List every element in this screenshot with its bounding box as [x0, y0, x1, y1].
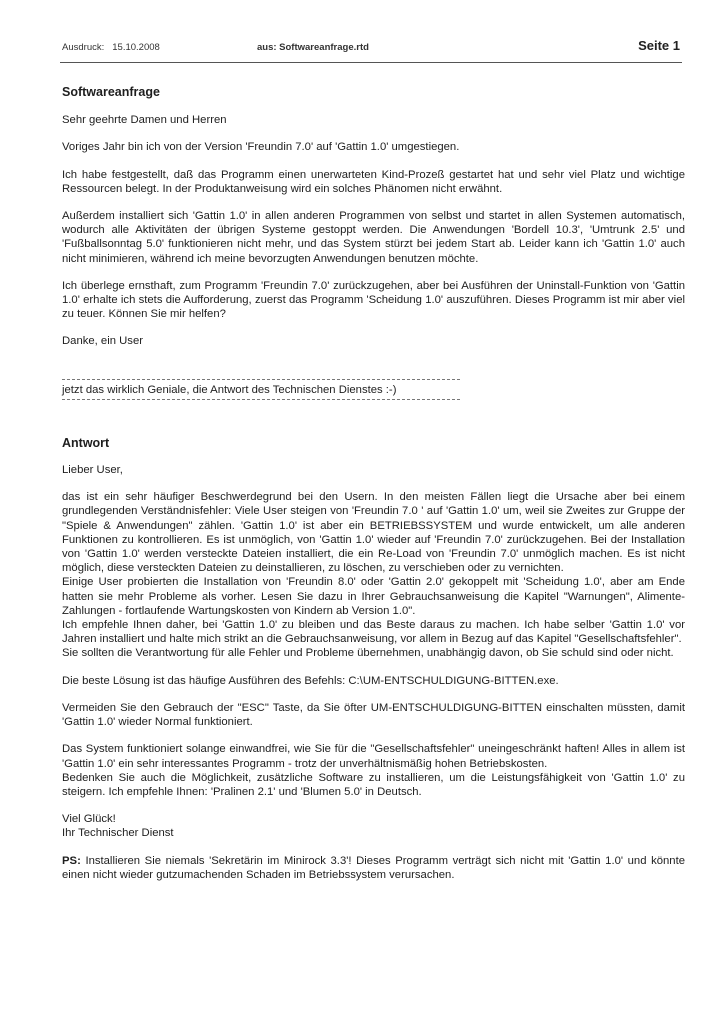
header-divider	[60, 62, 682, 63]
request-salutation: Sehr geehrte Damen und Herren	[62, 114, 227, 127]
answer-paragraph: Bedenken Sie auch die Möglichkeit, zusätzliche Software zu installieren, um die Leistungsfähigkeit von 'Gattin 1.0' zu steigern. Ich empfehle Ihnen: 'Pralinen 2.1' und 'Blumen 5.0' in Deutsch.	[62, 771, 685, 798]
page-number: Seite 1	[638, 38, 680, 53]
answer-paragraph: das ist ein sehr häufiger Beschwerdegrund bei den Usern. In den meisten Fällen liegt die Ursache aber bei einem grundlegenden Verständnisfehler: Viele User steigen von 'Freundin 7.0 ' auf 'Gattin 1.0' um, weil sie Zweites zur Gruppe der "Spiele & Anwendungen" zählen. 'Gattin 1.0' ist aber ein BETRIEBSSYSTEM und wurde entwickelt, um alle anderen Funktionen zu kontrollieren. Es ist unmöglich, von 'Gattin 1.0' wieder auf 'Freundin 7.0' zurückzugehen. Bei der Installation von 'Gattin 1.0' werden versteckte Dateien installiert, die ein Re-Load von 'Freundin 7.0' unmöglich machen. Es ist nicht möglich, diese versteckten Dateien zu deinstallieren, zu löschen, zu verschieben oder zu vernichten.	[62, 491, 685, 575]
answer-solution: Die beste Lösung ist das häufige Ausführen des Befehls: C:\UM-ENTSCHULDIGUNG-BITTEN.exe.	[62, 674, 559, 687]
ps-label: PS:	[62, 854, 81, 867]
answer-farewell: Viel Glück!	[62, 813, 116, 826]
answer-title: Antwort	[62, 435, 110, 450]
answer-postscript	[62, 854, 685, 882]
answer-signature: Ihr Technischer Dienst	[62, 827, 174, 840]
print-info	[62, 42, 160, 53]
ps-text: Installieren Sie niemals 'Sekretärin im Minirock 3.3'! Dieses Programm verträgt sich nicht mit 'Gattin 1.0' und könnte einen nicht wieder gutzumachenden Schaden im Betriebssystem verursachen.	[62, 854, 685, 881]
separator-text: jetzt das wirklich Geniale, die Antwort des Technischen Dienstes :-)	[62, 383, 397, 396]
request-paragraph: Ich habe festgestellt, daß das Programm einen unerwarteten Kind-Prozeß gestartet hat und sehr viel Platz und wichtige Ressourcen belegt. In der Produktanweisung wird ein solches Phänomen nicht erwähnt.	[62, 168, 685, 195]
print-label: Ausdruck:	[62, 42, 105, 53]
answer-salutation: Lieber User,	[62, 464, 123, 477]
request-title: Softwareanfrage	[62, 85, 160, 99]
request-paragraph: Außerdem installiert sich 'Gattin 1.0' in allen anderen Programmen von selbst und startet in allen Systemen automatisch, wodurch alle Aktivitäten der übrigen Systeme gestoppt werden. Die Anwendungen 'Bordell 10.3', 'Umtrunk 2.5' und 'Fußballsonntag 5.0' funktionieren nicht mehr, und das System stürzt bei jedem Start ab. Leider kann ich 'Gattin 1.0' auch nicht minimieren, während ich meine bevorzugten Anwendungen benutzen möchte.	[62, 210, 685, 265]
dashed-divider	[62, 399, 460, 400]
print-date: 15.10.2008	[112, 42, 160, 53]
answer-paragraph: Ich empfehle Ihnen daher, bei 'Gattin 1.0' zu bleiben und das Beste daraus zu machen. Ich habe selber 'Gattin 1.0' vor Jahren installiert und halte mich strikt an die Gebrauchsanweisung, vor allem in Bezug auf das Kapitel "Gesellschaftsfehler".	[62, 619, 685, 646]
page-header	[62, 38, 682, 58]
answer-paragraph: Sie sollten die Verantwortung für alle Fehler und Probleme übernehmen, unabhängig davon, ob Sie schuld sind oder nicht.	[62, 647, 674, 660]
answer-paragraph: Das System funktioniert solange einwandfrei, wie Sie für die "Gesellschaftsfehler" uneingeschränkt haften! Alles in allem ist 'Gattin 1.0' ein sehr interessantes Programm - trotz der unverhältnismäßig hohen Betriebskosten.	[62, 743, 685, 770]
answer-paragraph: Einige User probierten die Installation von 'Freundin 8.0' oder 'Gattin 2.0' gekoppelt mit 'Scheidung 1.0', aber am Ende hatten sie mehr Probleme als vorher. Lesen Sie dazu in Ihrer Gebrauchsanweisung die Kapitel "Warnungen", Alimente-Zahlungen - fortlaufende Wartungskosten von Kindern ab Version 1.0".	[62, 576, 685, 617]
document-body	[62, 85, 685, 895]
request-paragraph: Voriges Jahr bin ich von der Version 'Freundin 7.0' auf 'Gattin 1.0' umgestiegen.	[62, 141, 460, 154]
answer-esc-note: Vermeiden Sie den Gebrauch der "ESC" Taste, da Sie öfter UM-ENTSCHULDIGUNG-BITTEN einschalten müssten, damit 'Gattin 1.0' wieder Normal funktioniert.	[62, 701, 685, 729]
request-closing: Danke, ein User	[62, 335, 143, 348]
request-paragraph: Ich überlege ernsthaft, zum Programm 'Freundin 7.0' zurückzugehen, aber bei Ausführen der Uninstall-Funktion von 'Gattin 1.0' erhalte ich stets die Aufforderung, zuerst das Programm 'Scheidung 1.0' auszuführen. Dieses Programm ist mir aber viel zu teuer. Können Sie mir helfen?	[62, 279, 685, 321]
separator-block	[62, 379, 460, 400]
source-file: aus: Softwareanfrage.rtd	[257, 42, 369, 53]
